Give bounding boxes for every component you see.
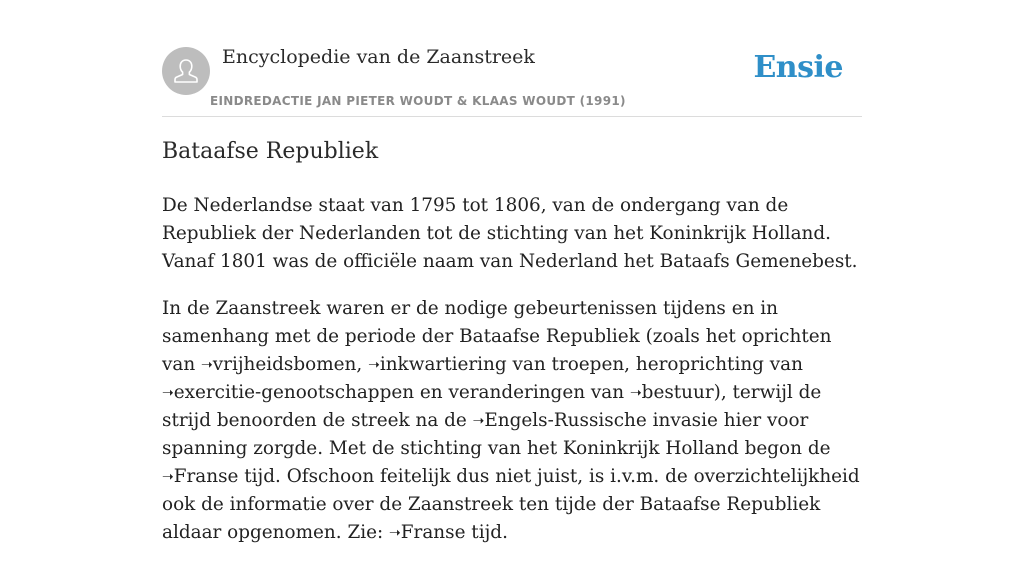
link-franse-tijd-2[interactable]: ➝Franse tijd: [389, 522, 503, 543]
paragraph-2: In de Zaanstreek waren er de nodige gebeurtenissen tijdens en in samenhang met de periode der Bataafse Republiek (zoals het oprichten van ➝vrijheidsbomen, ➝inkwartiering van troepen, heroprichting van ➝exercitie-genootschappen en veranderingen van ➝bestuur), terwijl de strijd benoorden de streek na de ➝Engels-Russische invasie hier voor spanning zorgde. Met de stichting van het Koninkrijk Holland begon de ➝Franse tijd. Ofschoon feitelijk dus niet juist, is i.v.m. de overzichtelijkheid ook de informatie over de Zaanstreek ten tijde der Bataafse Republiek aldaar opgenomen. Zie: ➝Franse tijd.: [162, 298, 860, 543]
source-title[interactable]: Encyclopedie van de Zaanstreek: [222, 46, 535, 68]
link-exercitie-genootschappen[interactable]: ➝exercitie-genootschappen: [162, 382, 415, 403]
link-inkwartiering[interactable]: ➝inkwartiering: [368, 354, 507, 375]
ensie-logo-link[interactable]: Ensie: [753, 50, 843, 85]
link-bestuur[interactable]: ➝bestuur: [629, 382, 714, 403]
arrow-right-icon: ➝: [472, 413, 485, 429]
link-engels-russische-invasie[interactable]: ➝Engels-Russische invasie: [472, 410, 718, 431]
paragraph-1: De Nederlandse staat van 1795 tot 1806, van de ondergang van de Republiek der Nederlanden tot de stichting van het Koninkrijk Holland. Vanaf 1801 was de officiële naam van Nederland het Bataafs Gemenebest.: [162, 195, 858, 272]
source-editors: EINDREDACTIE JAN PIETER WOUDT & KLAAS WOUDT (1991): [210, 94, 626, 108]
arrow-right-icon: ➝: [389, 525, 401, 541]
article-title: Bataafse Republiek: [162, 139, 379, 164]
arrow-right-icon: ➝: [629, 385, 642, 401]
arrow-right-icon: ➝: [368, 357, 380, 373]
user-silhouette-icon: [162, 47, 210, 95]
link-franse-tijd[interactable]: ➝Franse tijd: [162, 466, 276, 487]
source-header: [162, 44, 862, 117]
arrow-right-icon: ➝: [162, 385, 174, 401]
article-body: [162, 192, 864, 566]
arrow-right-icon: ➝: [201, 357, 213, 373]
arrow-right-icon: ➝: [162, 469, 174, 485]
paragraph-text: In de Zaanstreek waren er de nodige gebeurtenissen tijdens en in samenhang met de periode der Bataafse Republiek (zoals het oprichten van: [162, 298, 832, 375]
link-vrijheidsbomen[interactable]: ➝vrijheidsbomen: [201, 354, 357, 375]
